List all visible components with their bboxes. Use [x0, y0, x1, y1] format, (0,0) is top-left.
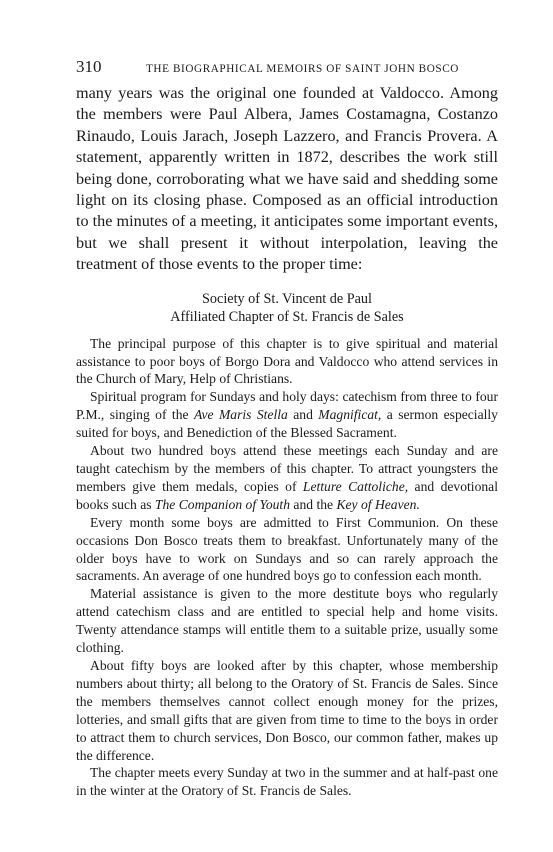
text-run: and devotional books such as	[76, 478, 498, 512]
paragraph-meetings: The chapter meets every Sunday at two in the summer and at half-past one in the winter at the Oratory of St. Francis de Sales.	[76, 765, 498, 799]
text-run: a sermon especially suited for boys, and Benediction of the Blessed Sacrament.	[76, 407, 498, 441]
paragraph-spiritual-program	[76, 388, 498, 442]
italic-title: Ave Maris Stella	[193, 407, 288, 423]
italic-title: Key of Heaven.	[336, 496, 420, 512]
document-heading	[76, 290, 498, 326]
running-title: THE BIOGRAPHICAL MEMOIRS OF SAINT JOHN BOSCO	[146, 63, 459, 75]
document-heading-line2: Affiliated Chapter of St. Francis de Sales	[170, 308, 404, 325]
paragraph-material-assistance: Material assistance is given to the more destitute boys who regularly attend catechism class and are entitled to special help and home visits. Twenty attendance stamps will entitle them to a suitable prize, usually some clothing.	[76, 586, 498, 656]
running-head	[76, 57, 498, 79]
italic-title: The Companion of Youth	[154, 496, 291, 512]
italic-title: Magnificat,	[318, 407, 382, 423]
paragraph-membership: About fifty boys are looked after by this chapter, whose membership numbers about thirty; all belong to the Oratory of St. Francis de Sales. Since the members themselves cannot collect enough money for the prizes, lotteries, and small gifts that are given from time to time to the boys in order to attract them to church services, Don Bosco, our common father, makes up the difference.	[76, 657, 498, 763]
paragraph-communion: Every month some boys are admitted to First Communion. On these occasions Don Bosco treats them to breakfast. Unfortunately many of the older boys have to work on Sundays and so can rarely approach the sacraments. An average of one hundred boys go to confession each month.	[76, 514, 498, 584]
italic-title: Letture Cattoliche,	[302, 478, 409, 494]
paragraph-purpose: The principal purpose of this chapter is to give spiritual and material assistance to poor boys of Borgo Dora and Valdocco who attend services in the Church of Mary, Help of Christians.	[76, 335, 498, 387]
text-run: About two hundred boys attend these meetings each Sunday and are taught catechism by the members of this chapter. To attract youngsters the members give them medals, copies of	[76, 443, 498, 494]
document-body	[76, 335, 498, 801]
text-run: and the	[290, 496, 337, 512]
text-run: Spiritual program for Sundays and holy days: catechism from three to four P.M., singing of the	[76, 389, 498, 423]
document-heading-line1: Society of St. Vincent de Paul	[202, 290, 372, 307]
page-number: 310	[76, 57, 102, 76]
paragraph-attendance	[76, 442, 498, 514]
text-run: and	[287, 407, 319, 423]
intro-paragraph: many years was the original one founded at Valdocco. Among the members were Paul Albera, James Costamagna, Costanzo Rinaudo, Louis Jarach, Joseph Lazzero, and Francis Provera. A statement, apparently written in 1872, describes the work still being done, corroborating what we have said and shedding some light on its closing phase. Composed as an official introduction to the minutes of a meeting, it anticipates some important events, but we shall present it without interpolation, leaving the treatment of those events to the proper time:	[76, 84, 498, 274]
